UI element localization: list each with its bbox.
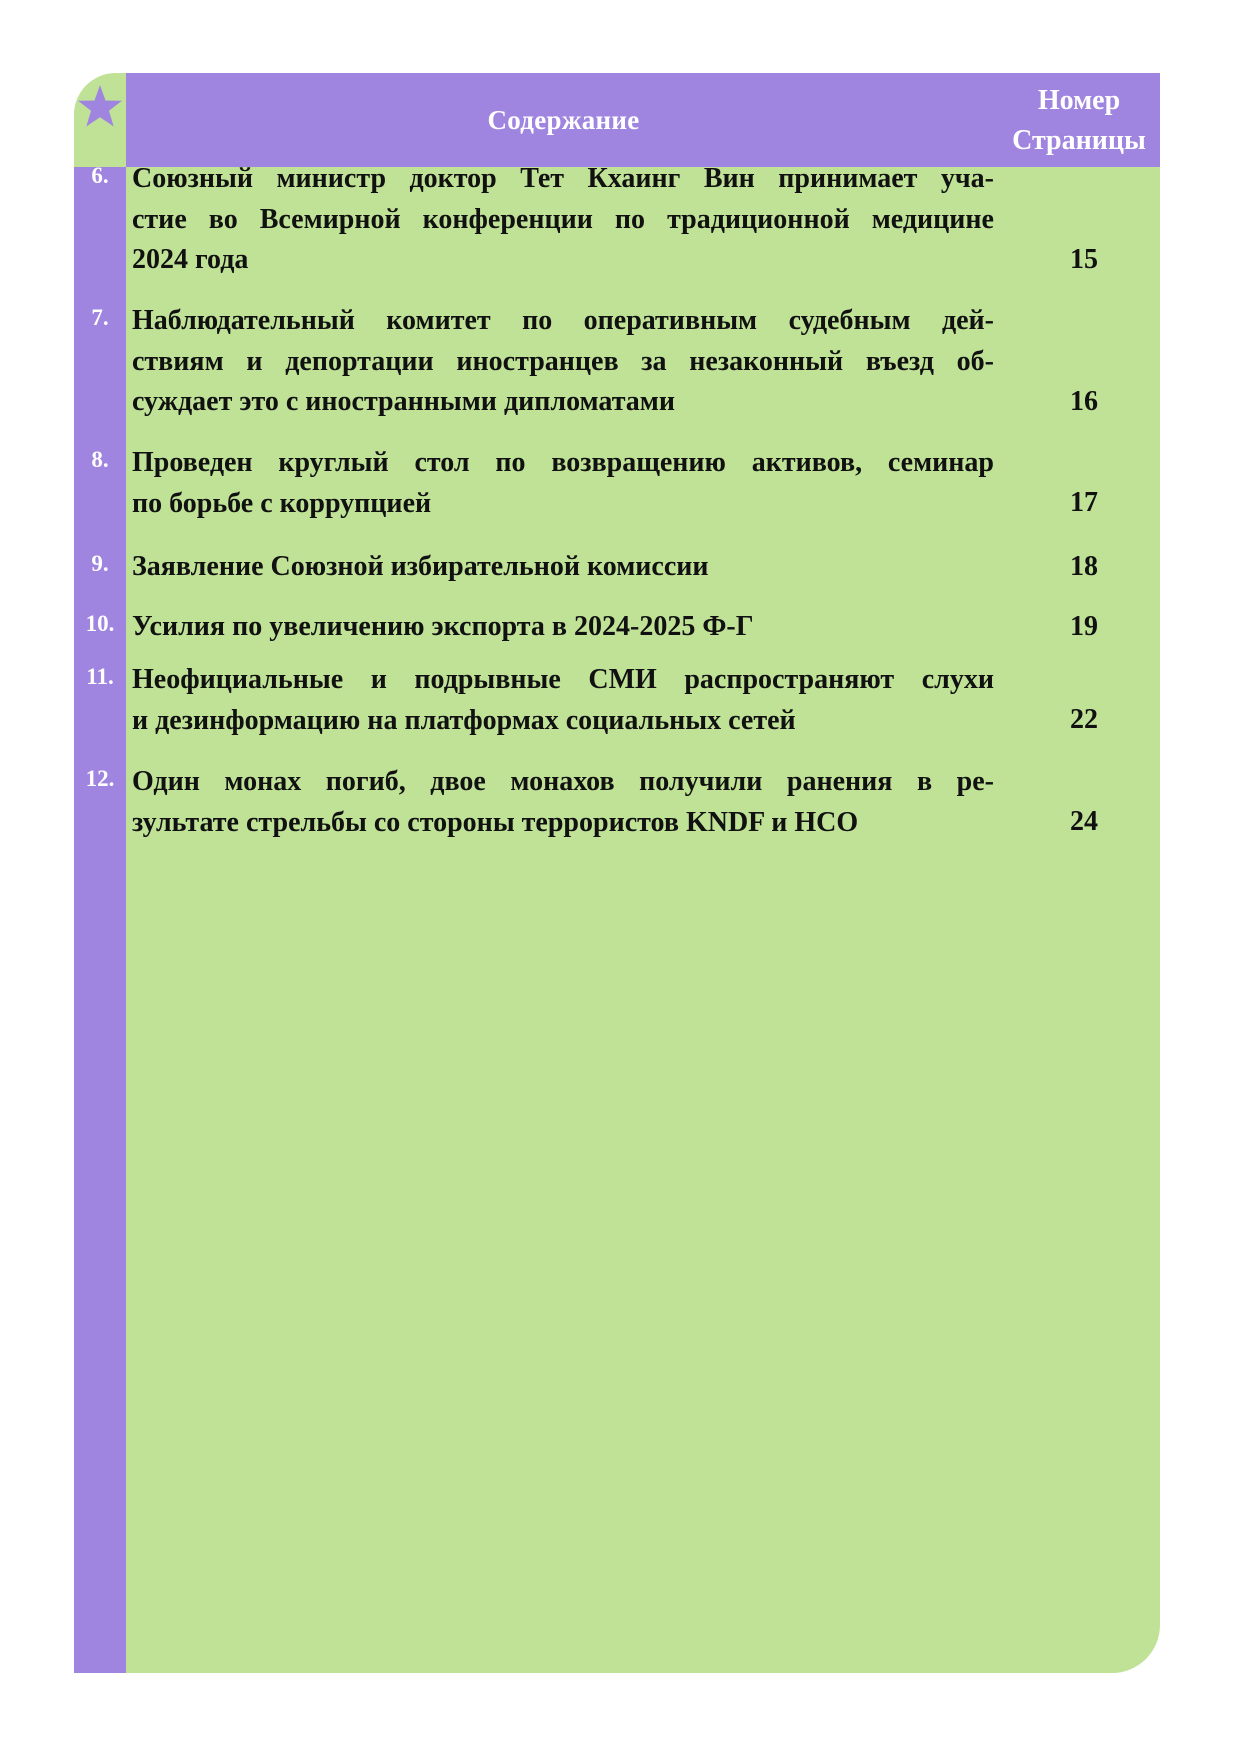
entry-page-number: 18 (1070, 551, 1098, 582)
toc-entry[interactable] (74, 762, 1160, 852)
entry-title-line: зультате стрельбы со стороны террористов KNDF и HCO (132, 806, 859, 838)
entry-page-number: 19 (1070, 611, 1098, 642)
entry-number: 7. (91, 305, 109, 330)
entry-title-line: Заявление Союзной избирательной комиссии (132, 551, 709, 582)
entry-title (132, 762, 994, 843)
entry-title-line: по борьбе с коррупцией (132, 487, 432, 519)
toc-entry[interactable] (74, 607, 1160, 652)
entry-title (132, 301, 994, 423)
entry-title (132, 159, 994, 281)
entry-title-line: стие во Всемирной конференции по традиционной медицине (132, 203, 994, 235)
entry-page-number: 24 (1070, 806, 1098, 837)
toc-entry[interactable] (74, 547, 1160, 592)
entry-title-line: 2024 года (132, 244, 249, 275)
entry-title (132, 547, 994, 588)
entry-number: 11. (86, 664, 114, 689)
contents-heading: Содержание (487, 104, 640, 135)
entry-title-line: Усилия по увеличению экспорта в 2024-2025 Ф-Г (132, 611, 754, 642)
entry-page-number: 22 (1070, 704, 1098, 735)
entry-number: 6. (91, 163, 109, 188)
entry-number: 10. (85, 611, 115, 636)
entry-page-number: 15 (1070, 244, 1098, 275)
entry-title (132, 660, 994, 741)
entry-page-number: 16 (1070, 386, 1098, 417)
entry-title-line: Один монах погиб, двое монахов получили ранения в ре- (132, 766, 994, 797)
toc-entry[interactable] (74, 301, 1160, 431)
corner-cell (74, 73, 126, 167)
entry-number: 9. (91, 551, 109, 576)
entry-title-line: Проведен круглый стол по возвращению активов, семинар (132, 447, 994, 478)
entry-title-line: суждает это с иностранными дипломатами (132, 386, 676, 417)
toc-entry[interactable] (74, 660, 1160, 750)
entry-number: 12. (85, 766, 115, 791)
entry-title-line: ствиям и депортации иностранцев за незаконный въезд об- (132, 345, 994, 377)
page-number-heading (1006, 81, 1152, 161)
entry-page-number: 17 (1070, 487, 1098, 518)
page-number-heading-line2: Страницы (1012, 125, 1146, 156)
toc-entry[interactable] (74, 159, 1160, 289)
entry-title-line: Союзный министр доктор Тет Кхаинг Вин принимает уча- (132, 163, 994, 194)
entry-title-line: Неофициальные и подрывные СМИ распространяют слухи (132, 664, 994, 695)
toc-entry[interactable] (74, 443, 1160, 533)
entry-title-line: Наблюдательный комитет по оперативным судебным дей- (132, 305, 994, 336)
entry-title-line: и дезинформацию на платформах социальных сетей (132, 704, 796, 736)
entry-title (132, 607, 994, 648)
entry-number: 8. (91, 447, 109, 472)
star-icon (77, 83, 123, 129)
entry-title (132, 443, 994, 524)
page-number-heading-line1: Номер (1037, 85, 1121, 116)
table-of-contents-panel (74, 73, 1160, 1673)
toc-header (126, 73, 1160, 167)
